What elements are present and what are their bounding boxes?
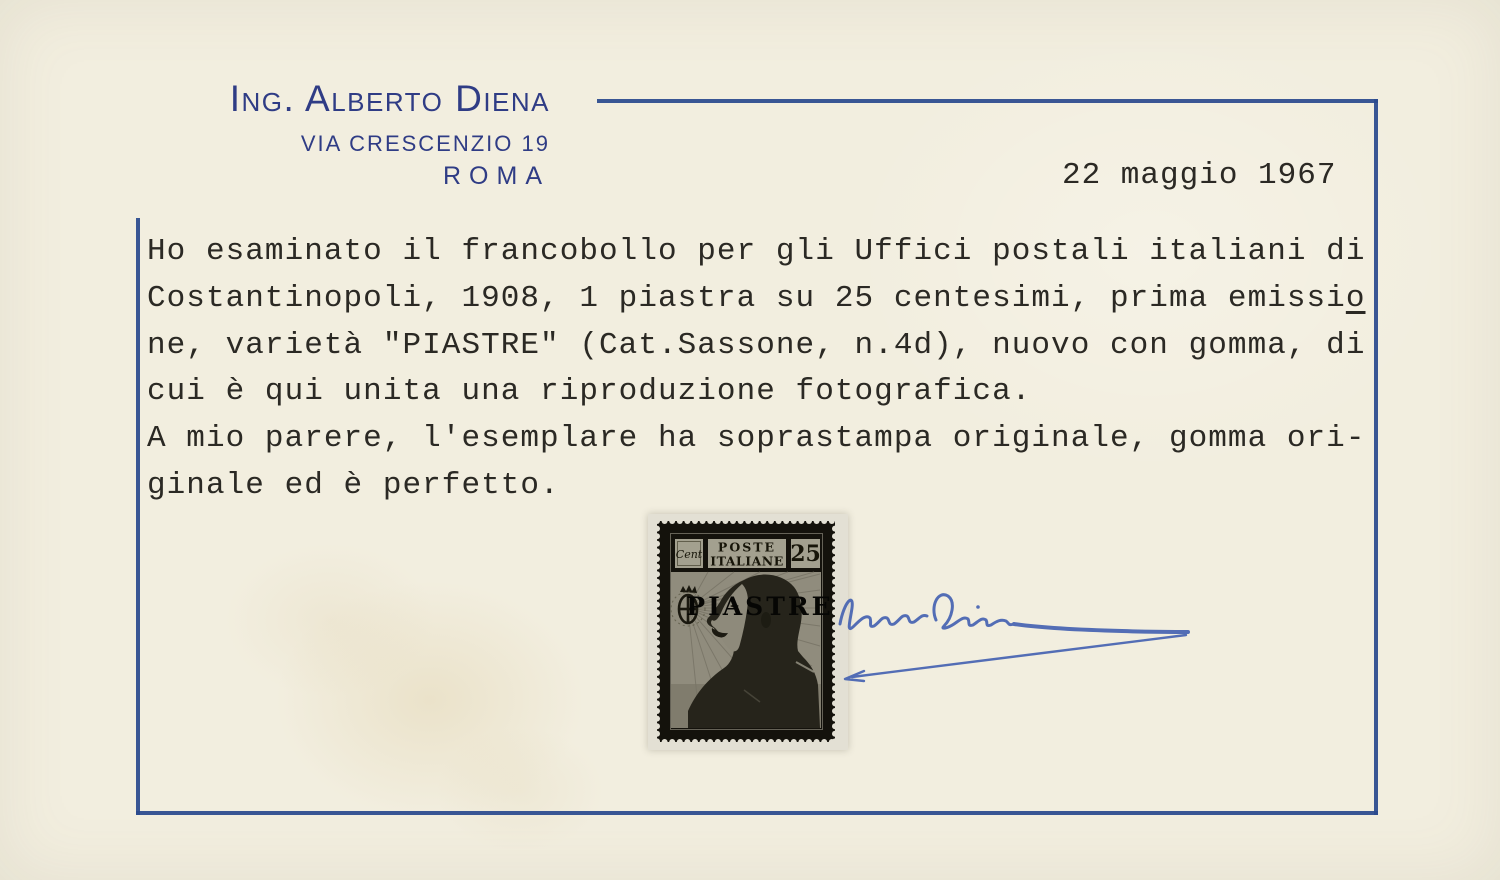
signature-ink (830, 582, 1195, 697)
italiane-label: ITALIANE (710, 553, 784, 569)
signature-scribble-2 (934, 595, 1014, 628)
cent-label: Cent (675, 548, 703, 561)
stamp-photo (648, 514, 848, 750)
body-line-4: cui è qui unita una riproduzione fotografica. (147, 374, 1032, 410)
certificate-date: 22 maggio 1967 (1062, 158, 1337, 193)
value-label: 25 (790, 541, 821, 567)
body-line-2-main: Costantinopoli, 1908, 1 piastra su 25 centesimi, prima emissi (147, 280, 1346, 316)
letterhead-address: VIA CRESCENZIO 19 (300, 131, 550, 156)
body-line-2 (147, 276, 1382, 323)
letterhead-name: Ing. Alberto Diena (229, 78, 550, 119)
poste-label: POSTE (717, 539, 777, 555)
body-line-2-hyphen-mark: o (1345, 280, 1366, 316)
signature-i-dot (976, 605, 980, 609)
overprint-label: PIASTRE (686, 592, 834, 621)
frame-top-rule (597, 99, 1378, 103)
letterhead-city: ROMA (443, 162, 550, 190)
body-line-3: ne, varietà "PIASTRE" (Cat.Sassone, n.4d), nuovo con gomma, di (147, 327, 1366, 363)
top-tablets (674, 538, 821, 569)
signature-tail (1014, 624, 1188, 632)
frame-bottom-rule (136, 811, 1378, 815)
signature-flourish (852, 635, 1186, 677)
frame-left-rule (136, 218, 140, 815)
certificate-body (147, 229, 1382, 510)
body-line-1: Ho esaminato il francobollo per gli Uffici postali italiani di (147, 234, 1366, 269)
body-line-5: A mio parere, l'esemplare ha soprastampa originale, gomma ori- (147, 421, 1366, 457)
signature-scribble (840, 600, 927, 628)
body-line-6: ginale ed è perfetto. (147, 467, 560, 503)
